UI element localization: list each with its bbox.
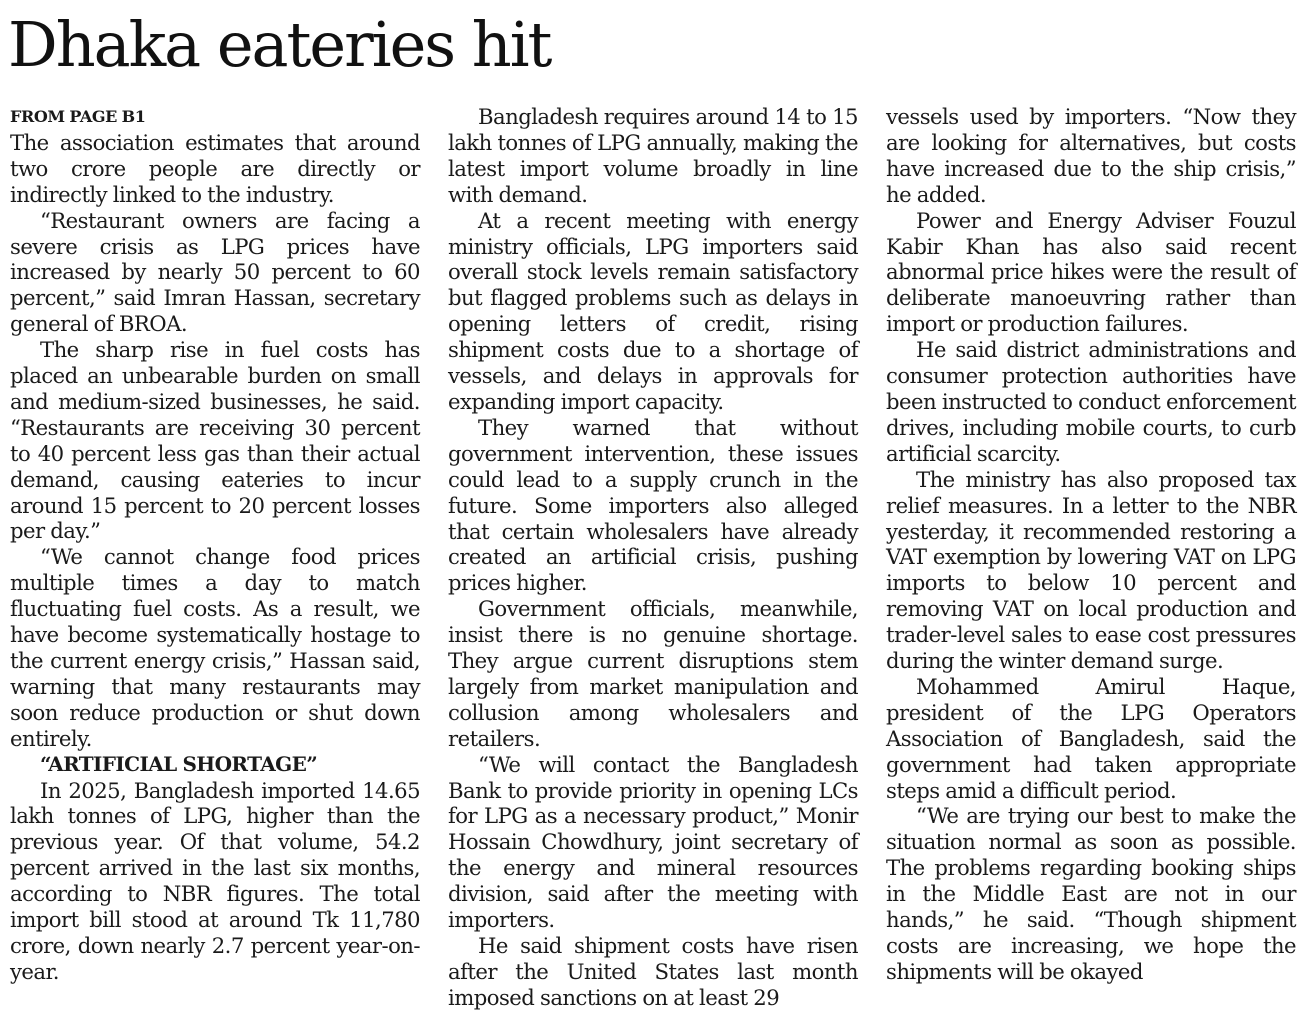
article-column-1 (10, 104, 420, 985)
paragraph: Government officials, meanwhile, insist there is no genuine shortage. They argue current disruptions stem largely from market manipulation and collusion among wholesalers and retailers. (448, 596, 858, 751)
paragraph: “We are trying our best to make the situation normal as soon as possible. The problems regarding booking ships in the Middle East are not in our hands,” he said. “Though shipment costs are increasing, we hope the shipments will be okayed (886, 803, 1296, 984)
headline: Dhaka eateries hit (8, 8, 551, 81)
paragraph: He said shipment costs have risen after the United States last month imposed sanctions on at least 29 (448, 933, 858, 1010)
paragraph: “Restaurant owners are facing a severe crisis as LPG prices have increased by nearly 50 percent to 60 percent,” said Imran Hassan, secretary general of BROA. (10, 207, 420, 337)
paragraph: The association estimates that around two crore people are directly or indirectly linked to the industry. (10, 129, 420, 207)
paragraph: “We will contact the Bangladesh Bank to provide priority in opening LCs for LPG as a necessary product,” Monir Hossain Chowdhury, joint secretary of the energy and mineral resources division, said after the meeting with importers. (448, 751, 858, 933)
paragraph: vessels used by importers. “Now they are looking for alternatives, but costs have increased due to the ship crisis,” he added. (886, 104, 1296, 207)
paragraph: Power and Energy Adviser Fouzul Kabir Khan has also said recent abnormal price hikes were the result of deliberate manoeuvring rather than import or production failures. (886, 207, 1296, 337)
article-column-2 (448, 104, 858, 1011)
paragraph: He said district administrations and consumer protection authorities have been instructed to conduct enforcement drives, including mobile courts, to curb artificial scarcity. (886, 337, 1296, 466)
paragraph: Bangladesh requires around 14 to 15 lakh tonnes of LPG annually, making the latest import volume broadly in line with demand. (448, 104, 858, 207)
paragraph: The ministry has also proposed tax relief measures. In a letter to the NBR yesterday, it recommended restoring a VAT exemption by lowering VAT on LPG imports to below 10 percent and removing VAT on local production and trader-level sales to ease cost pressures during the winter demand surge. (886, 466, 1296, 674)
paragraph: In 2025, Bangladesh imported 14.65 lakh tonnes of LPG, higher than the previous year. Of that volume, 54.2 percent arrived in the last six months, according to NBR figures. The total import bill stood at around Tk 11,780 crore, down nearly 2.7 percent year-on-year. (10, 777, 420, 984)
paragraph: Mohammed Amirul Haque, president of the LPG Operators Association of Bangladesh, said the government had taken appropriate steps amid a difficult period. (886, 673, 1296, 803)
paragraph: The sharp rise in fuel costs has placed an unbearable burden on small and medium-sized businesses, he said. “Restaurants are receiving 30 percent to 40 percent less gas than their actual demand, causing eateries to incur around 15 percent to 20 percent losses per day.” (10, 337, 420, 544)
section-subhead: “ARTIFICIAL SHORTAGE” (40, 751, 318, 776)
continuation-kicker: FROM PAGE B1 (10, 107, 146, 126)
paragraph: “We cannot change food prices multiple times a day to match fluctuating fuel costs. As a result, we have become systematically hostage to the current energy crisis,” Hassan said, warning that many restaurants may soon reduce production or shut down entirely. (10, 544, 420, 751)
paragraph: They warned that without government intervention, these issues could lead to a supply crunch in the future. Some importers also alleged that certain wholesalers have already created an artificial crisis, pushing prices higher. (448, 414, 858, 596)
article-column-3 (886, 104, 1296, 985)
paragraph: At a recent meeting with energy ministry officials, LPG importers said overall stock levels remain satisfactory but flagged problems such as delays in opening letters of credit, rising shipment costs due to a shortage of vessels, and delays in approvals for expanding import capacity. (448, 207, 858, 414)
